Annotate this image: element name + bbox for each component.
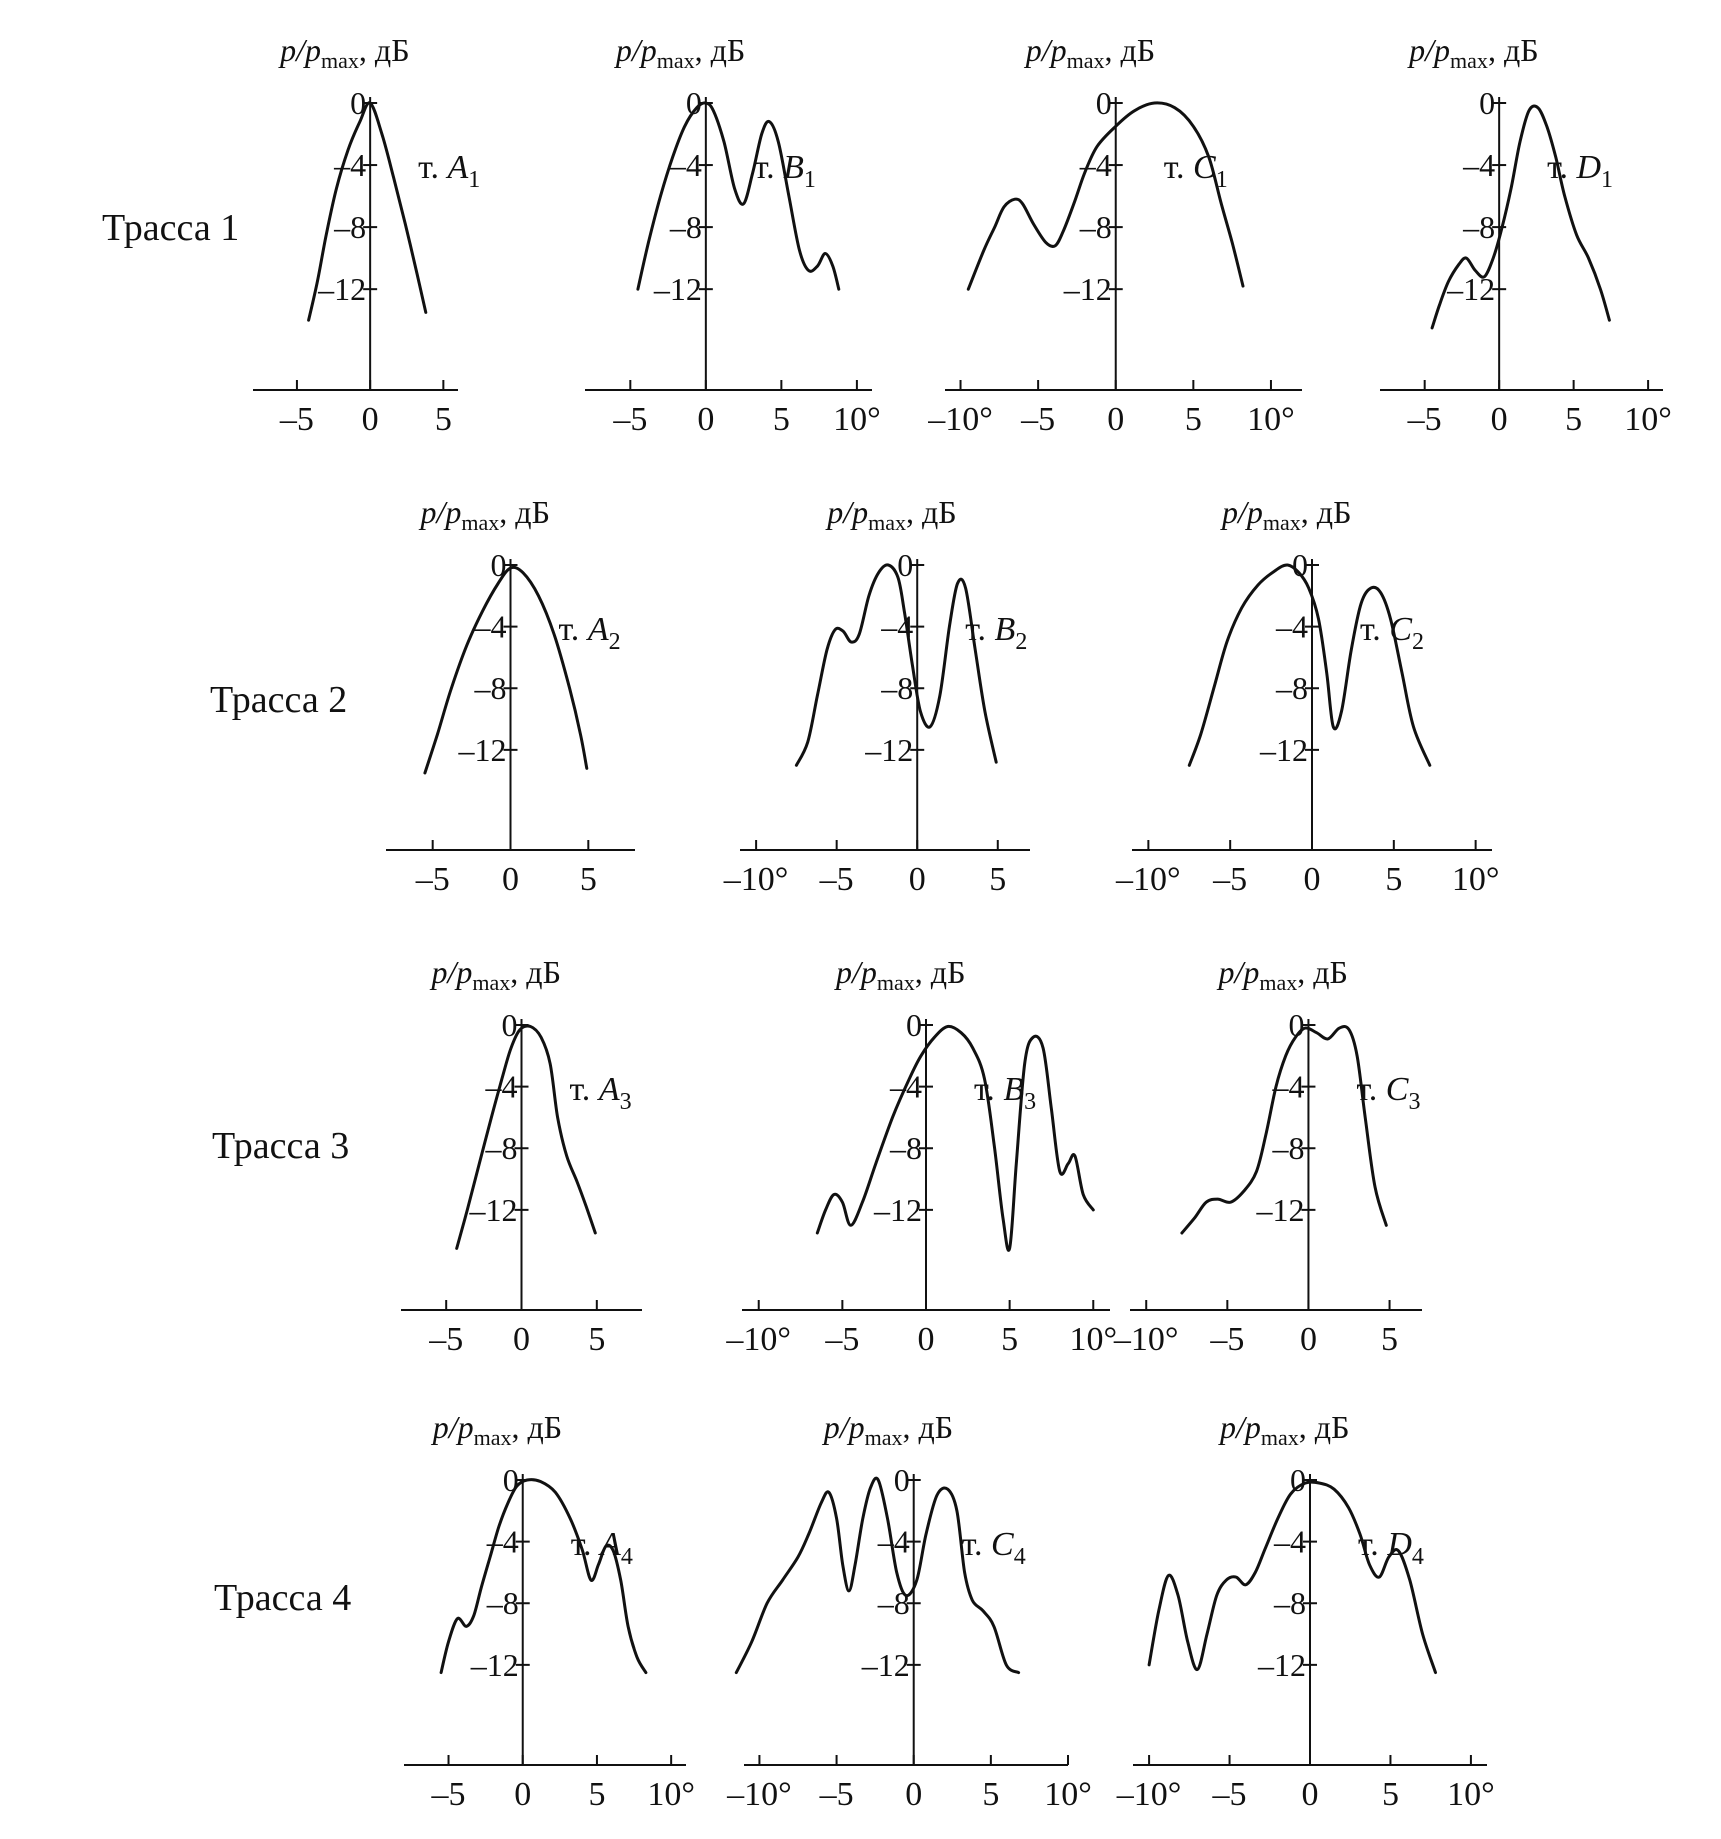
x-tick-label: 10° [833,401,881,438]
y-tick-label: –8 [485,1130,518,1167]
x-tick-label: –5 [1212,1776,1247,1813]
chart-c4 [726,1409,1092,1813]
y-tick-label: –4 [1276,608,1308,645]
x-tick-label: 0 [905,1776,923,1813]
x-tick-label: –5 [431,1776,466,1813]
y-tick-label: –4 [334,147,367,184]
x-tick-label: –5 [1210,1321,1245,1358]
x-tick-label: 0 [1299,1321,1317,1358]
y-tick-label: –8 [877,1585,910,1622]
y-tick-label: –12 [874,1191,922,1228]
x-tick-label: 5 [772,401,790,438]
chart-a1 [253,32,480,438]
y-tick-label: –8 [669,209,702,246]
y-tick-label: –12 [458,731,507,768]
pattern-curve [1149,1482,1435,1673]
y-tick-label: –12 [861,1646,910,1683]
x-tick-label: 10° [1624,401,1672,438]
x-tick-label: –10° [1113,1321,1179,1358]
y-tick-label: –4 [485,1068,518,1105]
x-tick-label: 5 [588,1321,606,1358]
y-tick-label: –12 [1063,271,1112,308]
point-label: т. $D_1$ [1547,149,1614,193]
x-tick-label: –5 [429,1321,464,1358]
point-label: т. $D_4$ [1358,1526,1424,1570]
y-tick-label: 0 [685,85,702,121]
y-tick-label: –12 [653,271,702,308]
x-tick-label: 10° [1451,861,1500,898]
x-tick-label: –5 [1021,401,1056,438]
y-axis-label: $p/p_{max}$, дБ [823,1409,954,1450]
point-label: т. $A_4$ [570,1526,633,1570]
x-tick-label: 0 [361,401,379,438]
y-tick-label: 0 [897,547,914,583]
y-tick-label: 0 [1292,547,1308,583]
y-tick-label: –4 [877,1523,910,1560]
x-tick-label: 0 [1301,1776,1319,1813]
y-tick-label: –8 [890,1130,922,1167]
row-label: Трасса 4 [214,1577,352,1619]
chart-c1 [927,32,1302,438]
y-tick-label: –4 [1274,1523,1306,1560]
x-tick-label: 5 [1381,1321,1399,1358]
chart-b2 [723,494,1030,898]
x-tick-label: 5 [1565,401,1583,438]
pattern-curve [1189,565,1430,765]
y-tick-label: –8 [486,1585,519,1622]
x-tick-label: 10° [1044,1776,1092,1813]
y-tick-label: 0 [1479,85,1496,121]
y-tick-label: –8 [1272,1130,1305,1167]
chart-b1 [585,32,881,438]
y-axis-label: $p/p_{max}$, дБ [1218,954,1348,995]
chart-d4 [1116,1409,1495,1813]
y-tick-label: 0 [1290,1462,1306,1498]
chart-a2 [386,494,635,898]
y-axis-label: $p/p_{max}$, дБ [615,32,746,73]
y-tick-label: –4 [1272,1068,1305,1105]
x-tick-label: 5 [1001,1321,1019,1358]
x-tick-label: –10° [928,401,993,438]
point-label: т. $A_1$ [418,149,481,193]
point-label: т. $B_3$ [974,1071,1037,1115]
chart-a4 [404,1409,695,1813]
pattern-curve [736,1478,1018,1672]
point-label: т. $B_1$ [753,149,816,193]
x-tick-label: 10° [1447,1776,1495,1813]
x-tick-label: 5 [982,1776,1000,1813]
y-tick-label: –8 [881,670,914,707]
y-tick-label: 0 [501,1007,518,1043]
row-label-1 [102,207,239,249]
pattern-curve [441,1480,646,1673]
y-axis-label: $p/p_{max}$, дБ [1025,32,1156,73]
y-axis-label: $p/p_{max}$, дБ [432,1409,563,1450]
x-tick-label: –10° [726,1321,792,1358]
y-axis-label: $p/p_{max}$, дБ [1220,1409,1350,1450]
y-tick-label: –12 [1258,1646,1306,1683]
x-tick-label: 0 [1490,401,1508,438]
x-tick-label: –10° [727,1776,792,1813]
x-tick-label: –5 [415,861,450,898]
y-axis-label: $p/p_{max}$, дБ [827,494,957,535]
x-tick-label: 10° [1247,401,1295,438]
chart-d1 [1380,32,1672,438]
y-axis-label: $p/p_{max}$, дБ [1409,32,1539,73]
x-tick-label: 5 [579,861,597,898]
x-tick-label: 5 [1385,861,1403,898]
x-tick-label: 0 [514,1776,532,1813]
y-tick-label: –4 [881,608,914,645]
point-label: т. $C_3$ [1356,1071,1421,1115]
x-tick-label: –5 [1213,861,1248,898]
row-label: Трасса 3 [212,1125,350,1167]
x-tick-label: 0 [513,1321,530,1358]
x-tick-label: –5 [279,401,314,438]
x-tick-label: 5 [1184,401,1202,438]
y-tick-label: –4 [890,1068,922,1105]
x-tick-label: 0 [697,401,715,438]
x-tick-label: 0 [908,861,926,898]
pattern-curve [638,103,839,289]
x-tick-label: 5 [1381,1776,1399,1813]
x-tick-label: –10° [723,861,789,898]
x-tick-label: 0 [917,1321,935,1358]
x-tick-label: 5 [434,401,452,438]
y-axis-label: $p/p_{max}$, дБ [836,954,966,995]
x-tick-label: 5 [588,1776,606,1813]
y-tick-label: 0 [350,85,367,121]
row-label: Трасса 2 [210,679,348,721]
y-tick-label: –8 [334,209,367,246]
y-tick-label: 0 [893,1462,910,1498]
y-tick-label: –4 [669,147,702,184]
y-tick-label: 0 [502,1462,519,1498]
point-label: т. $A_2$ [558,611,621,655]
x-tick-label: –10° [1116,861,1181,898]
charts-layer [253,32,1672,1813]
y-tick-label: –12 [469,1191,518,1228]
y-tick-label: 0 [1288,1007,1305,1043]
point-label: т. $C_1$ [1163,149,1228,193]
x-tick-label: –5 [613,401,648,438]
point-label: т. $A_3$ [569,1071,632,1115]
y-tick-label: –12 [1260,731,1308,768]
row-label: Трасса 1 [102,207,240,249]
y-tick-label: –8 [1274,1585,1306,1622]
y-tick-label: –4 [1463,147,1496,184]
chart-c2 [1115,494,1499,898]
y-tick-label: –12 [1447,271,1496,308]
y-axis-label: $p/p_{max}$, дБ [431,954,561,995]
point-label: т. $C_4$ [961,1526,1026,1570]
x-tick-label: 10° [647,1776,695,1813]
x-tick-label: 0 [502,861,519,898]
pattern-curve [817,1026,1093,1250]
row-label-4 [214,1577,351,1619]
y-tick-label: –8 [1276,670,1308,707]
x-tick-label: 0 [1107,401,1125,438]
chart-c3 [1113,954,1422,1358]
y-tick-label: –12 [470,1646,519,1683]
y-tick-label: –12 [1256,1191,1305,1228]
y-tick-label: 0 [906,1007,922,1043]
row-label-2 [210,679,347,721]
y-axis-label: $p/p_{max}$, дБ [280,32,410,73]
y-tick-label: –12 [865,731,914,768]
y-tick-label: –8 [1079,209,1112,246]
x-tick-label: 10° [1069,1321,1118,1358]
x-tick-label: –10° [1116,1776,1182,1813]
x-tick-label: –5 [819,1776,854,1813]
y-tick-label: 0 [1095,85,1112,121]
x-tick-label: –5 [819,861,854,898]
y-tick-label: –4 [474,608,507,645]
chart-b3 [725,954,1117,1358]
y-axis-label: $p/p_{max}$, дБ [1222,494,1352,535]
x-tick-label: 0 [1303,861,1321,898]
y-axis-label: $p/p_{max}$, дБ [420,494,550,535]
y-tick-label: –8 [1463,209,1496,246]
pattern-curve [968,103,1243,289]
row-label-3 [212,1125,349,1167]
y-tick-label: –8 [474,670,507,707]
y-tick-label: –4 [1079,147,1112,184]
y-tick-label: –4 [486,1523,519,1560]
x-tick-label: –5 [1407,401,1442,438]
x-tick-label: 5 [989,861,1007,898]
point-label: т. $C_2$ [1360,611,1424,655]
chart-a3 [401,954,642,1358]
point-label: т. $B_2$ [965,611,1028,655]
x-tick-label: –5 [825,1321,860,1358]
y-tick-label: 0 [490,547,507,583]
y-tick-label: –12 [318,271,367,308]
